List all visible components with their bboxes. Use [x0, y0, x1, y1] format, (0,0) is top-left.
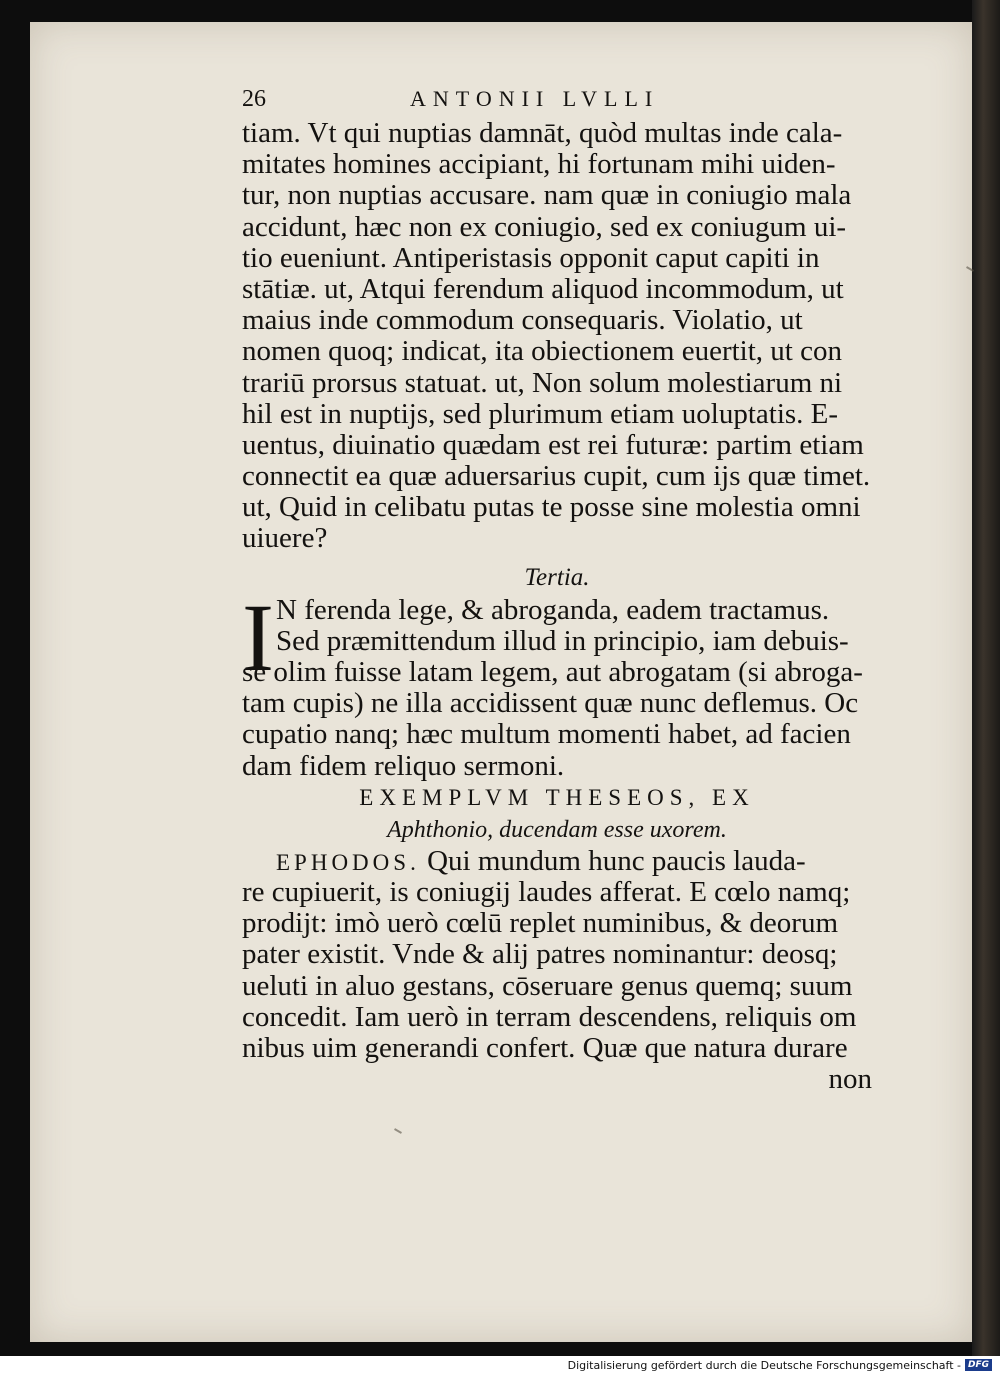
text-line: nibus uim generandi confert. Quæ que natura durare: [242, 1032, 848, 1064]
text-line: mitates homines accipiant, hi fortunam mihi uiden-: [242, 149, 836, 181]
text-line: uiuere?: [242, 523, 328, 555]
section-heading-tertia: Tertia.: [524, 563, 590, 591]
text-line: Sed præmittendum illud in principio, iam debuis-: [276, 625, 849, 657]
section-subheading: Aphthonio, ducendam esse uxorem.: [387, 816, 727, 843]
paragraph-2: [242, 657, 872, 782]
paper-speck: [394, 1128, 402, 1134]
text-span: Qui mundum hunc paucis lauda-: [419, 845, 806, 877]
text-line: dam fidem reliquo sermoni.: [242, 750, 565, 782]
paragraph-3-first-line: [242, 846, 872, 877]
credit-text: Digitalisierung gefördert durch die Deutsche Forschungsgemeinschaft -: [567, 1358, 961, 1372]
text-line: tiam. Vt qui nuptias damnāt, quòd multas inde cala-: [242, 118, 843, 149]
dfg-logo: DFG: [965, 1359, 992, 1371]
text-line: maius inde commodum consequaris. Violatio, ut: [242, 305, 803, 337]
text-line: tio eueniunt. Antiperistasis opponit caput capiti in: [242, 242, 820, 274]
book-spine-edge: [972, 0, 1000, 1356]
text-line: pater existit. Vnde & alij patres nominantur: deosq;: [242, 939, 838, 971]
paragraph-3: [242, 877, 872, 1064]
text-line: concedit. Iam uerò in terram descendens, reliquis om: [242, 1001, 857, 1033]
text-line: connectit ea quæ aduersarius cupit, cum ijs quæ timet.: [242, 461, 871, 493]
text-line: prodijt: imò uerò cœlū replet numinibus, & deorum: [242, 908, 839, 940]
text-line: cupatio nanq; hæc multum momenti habet, ad facien: [242, 719, 851, 751]
text-line: tam cupis) ne illa accidissent quæ nunc deflemus. Oc: [242, 688, 859, 720]
paragraph-1: [242, 118, 872, 555]
text-line: hil est in nuptijs, sed plurimum etiam uoluptatis. E-: [242, 398, 839, 430]
text-line: nomen quoq; indicat, ita obiectionem euertit, ut con: [242, 336, 842, 368]
section-heading-exemplum: EXEMPLVM THESEOS, EX: [359, 784, 755, 810]
text-line: accidunt, hæc non ex coniugio, sed ex coniugum ui-: [242, 211, 847, 243]
text-line: ueluti in aluo gestans, cōseruare genus quemq; suum: [242, 970, 853, 1002]
text-line: tur, non nuptias accusare. nam quæ in coniugio mala: [242, 180, 852, 212]
running-head: ANTONII LVLLI: [410, 86, 660, 111]
ephodos-label: EPHODOS.: [276, 849, 420, 875]
text-line: uentus, diuinatio quædam est rei futuræ: partim etiam: [242, 429, 864, 461]
text-line: stātiæ. ut, Atqui ferendum aliquod incommodum, ut: [242, 273, 844, 305]
drop-cap-initial: I: [242, 583, 274, 691]
text-line: ut, Quid in celibatu putas te posse sine molestia omni: [242, 492, 861, 524]
page-number: 26: [242, 86, 266, 112]
text-line: N ferenda lege, & abroganda, eadem tractamus.: [276, 594, 830, 626]
page-header: [242, 82, 872, 118]
text-line: re cupiuerit, is coniugij laudes afferat. E cœlo namq;: [242, 876, 851, 908]
text-line: se olim fuisse latam legem, aut abrogatam (si abroga-: [242, 657, 863, 688]
digitization-credit: [568, 1356, 992, 1374]
catchword: non: [828, 1064, 872, 1096]
text-line: trariū prorsus statuat. ut, Non solum molestiarum ni: [242, 367, 843, 399]
text-block: [242, 82, 872, 1095]
